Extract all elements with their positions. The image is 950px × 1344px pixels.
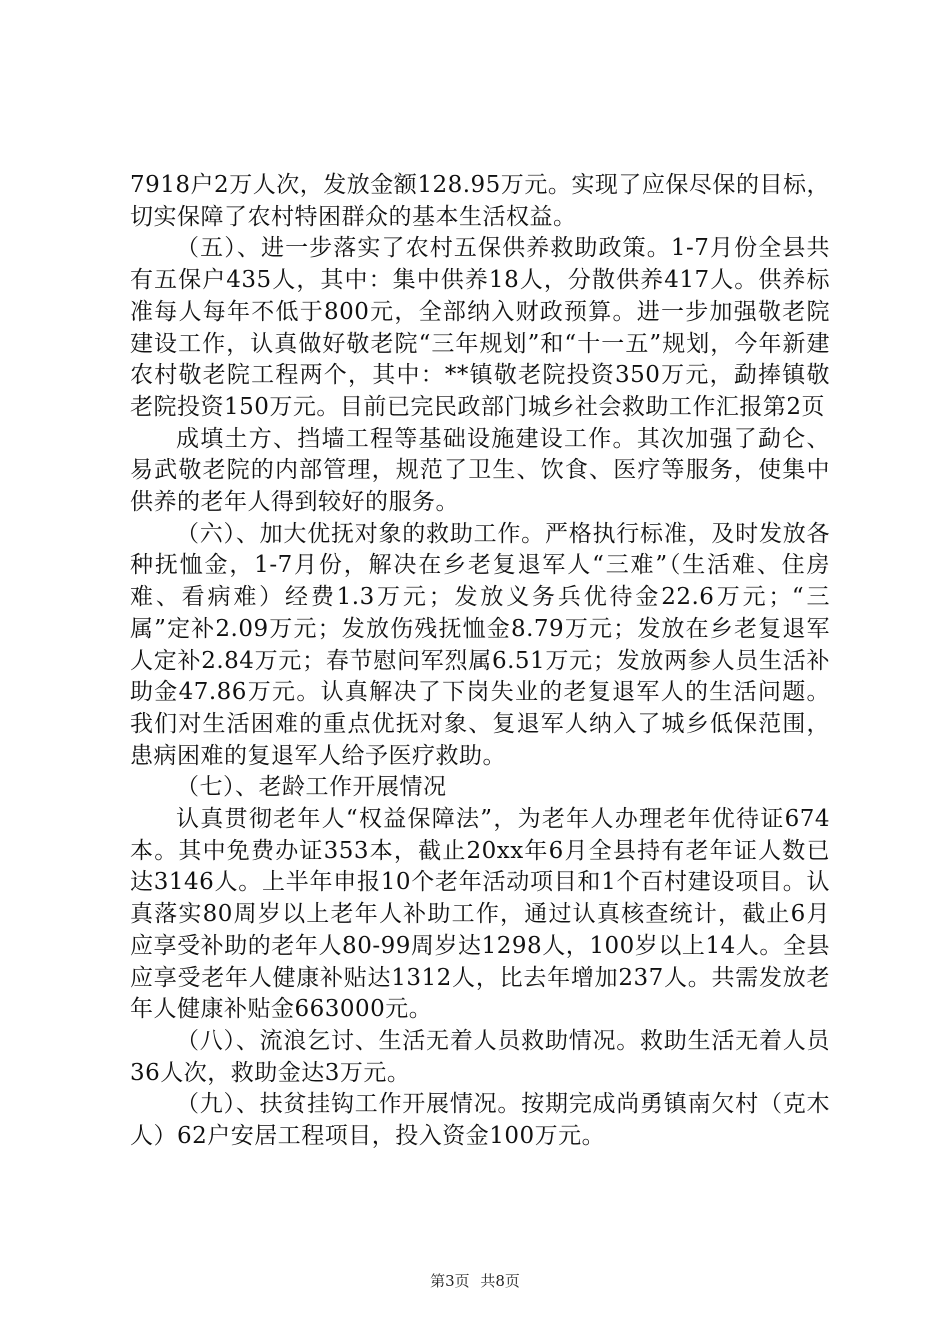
document-body — [130, 170, 830, 1153]
paragraph-section-5-continued: 成填土方、挡墙工程等基础设施建设工作。其次加强了勐仑、易武敬老院的内部管理，规范了卫生、饮食、医疗等服务，使集中供养的老年人得到较好的服务。 — [130, 425, 830, 516]
paragraph-section-8: （八）、流浪乞讨、生活无着人员救助情况。救助生活无着人员36人次，救助金达3万元。 — [130, 1027, 830, 1086]
paragraph-continuation: 7918户2万人次，发放金额128.95万元。实现了应保尽保的目标，切实保障了农村特困群众的基本生活权益。 — [130, 172, 830, 230]
page-total: 共8页 — [480, 1272, 520, 1290]
section-7-heading: （七）、老龄工作开展情况 — [176, 774, 447, 801]
paragraph-section-5: （五）、进一步落实了农村五保供养救助政策。1-7月份全县共有五保户435人，其中：集中供养18人，分散供养417人。供养标准每人每年不低于800元，全部纳入财政预算。进一步加强敬老院建设工作，认真做好敬老院“三年规划”和“十一五”规划，今年新建农村敬老院工程两个，其中：**镇敬老院投资350万元，勐捧镇敬老院投资150万元。目前已完民政部门城乡社会救助工作汇报第2页 — [130, 235, 830, 420]
paragraph-section-6: （六）、加大优抚对象的救助工作。严格执行标准，及时发放各种抚恤金，1-7月份，解决在乡老复退军人“三难”（生活难、住房难、看病难）经费1.3万元；发放义务兵优待金22.6万元；“三属”定补2.09万元；发放伤残抚恤金8.79万元；发放在乡老复退军人定补2.84万元；春节慰问军烈属6.51万元；发放两参人员生活补助金47.86万元。认真解决了下岗失业的老复退军人的生活问题。我们对生活困难的重点优抚对象、复退军人纳入了城乡低保范围，患病困难的复退军人给予医疗救助。 — [130, 520, 830, 769]
paragraph-section-9: （九）、扶贫挂钩工作开展情况。按期完成尚勇镇南欠村（克木人）62户安居工程项目，投入资金100万元。 — [130, 1091, 830, 1150]
page-number: 第3页 — [430, 1272, 470, 1290]
paragraph-section-7: 认真贯彻老年人“权益保障法”，为老年人办理老年优待证674本。其中免费办证353本，截止20xx年6月全县持有老年证人数已达3146人。上半年申报10个老年活动项目和1个百村建设项目。认真落实80周岁以上老年人补助工作，通过认真核查统计，截止6月应享受补助的老年人80-99周岁达1298人，100岁以上14人。全县应享受老年人健康补贴达1312人，比去年增加237人。共需发放老年人健康补贴金663000元。 — [130, 806, 830, 1023]
page-footer — [0, 1270, 950, 1291]
